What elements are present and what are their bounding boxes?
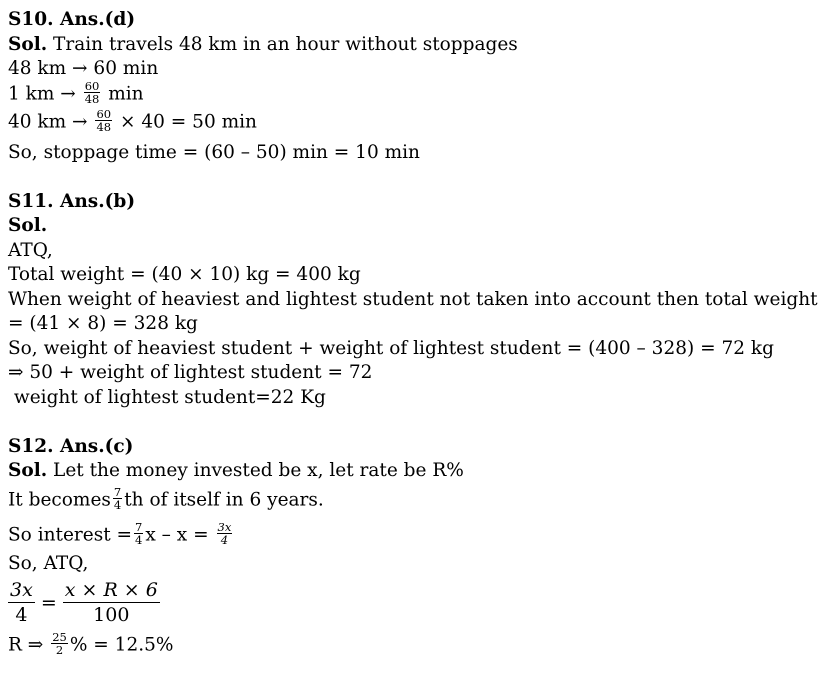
section-spacer [8, 410, 818, 435]
section-spacer [8, 165, 818, 190]
s12-sol-text: Let the money invested be x, let rate be R% [47, 460, 464, 481]
s11-line: = (41 × 8) = 328 kg [8, 313, 198, 334]
s10-line-4: So, stoppage time = (60 – 50) min = 10 min [8, 141, 420, 163]
s10-line2-suffix: min [108, 83, 144, 104]
fraction-60-48 [95, 108, 112, 133]
fraction-60-48 [84, 80, 101, 105]
sol-label: Sol. [8, 215, 48, 236]
solution-s11 [8, 190, 818, 411]
s10-line3-prefix: 40 km → [8, 111, 88, 132]
s10-sol-line [8, 33, 818, 58]
fraction-denominator: 48 [84, 91, 100, 106]
fraction-denominator: 48 [96, 119, 112, 134]
fraction-numerator: 7 [113, 484, 122, 499]
s11-line: weight of lightest student=22 Kg [8, 386, 326, 408]
s11-line: Total weight = (40 × 10) kg = 400 kg [8, 264, 361, 285]
s10-line-3 [8, 106, 818, 135]
s10-line-1: 48 km → 60 min [8, 58, 159, 79]
fraction-denominator: 4 [220, 532, 229, 547]
sol-label: Sol. [8, 33, 48, 55]
fraction-denominator: 4 [15, 604, 28, 626]
solution-s12 [8, 435, 818, 659]
fraction-numerator: 3x [217, 519, 232, 534]
s12-line2-prefix: So interest = [8, 524, 133, 545]
s12-line-3: So, ATQ, [8, 552, 89, 574]
fraction-numerator: 7 [135, 519, 143, 534]
fraction-7-4 [134, 521, 143, 546]
equation-rhs-fraction [63, 578, 160, 627]
fraction-7-4 [113, 486, 122, 511]
fraction-numerator: 60 [84, 78, 100, 93]
s12-line1-suffix: th of itself in 6 years. [124, 489, 324, 510]
s11-heading: S11. Ans.(b) [8, 190, 136, 212]
fraction-denominator: 2 [55, 643, 64, 657]
s12-heading: S12. Ans.(c) [8, 435, 134, 457]
equation-lhs-fraction [8, 578, 35, 627]
s10-line3-suffix: × 40 = 50 min [119, 111, 257, 132]
fraction-numerator: 25 [52, 630, 67, 644]
s12-line-2 [8, 519, 818, 548]
fraction-numerator: 60 [96, 106, 112, 121]
fraction-denominator: 4 [135, 532, 143, 547]
fraction-numerator: x × R × 6 [64, 579, 158, 601]
s10-sol-text: Train travels 48 km in an hour without stoppages [47, 33, 518, 55]
fraction-denominator: 100 [93, 604, 130, 626]
s10-line2-prefix: 1 km → [8, 83, 76, 104]
solutions-document [8, 8, 818, 658]
sol-label: Sol. [8, 460, 48, 481]
fraction-numerator: 3x [10, 579, 33, 601]
s12-line-1 [8, 484, 818, 513]
s12-line5-prefix: R ⇒ [8, 634, 44, 656]
s10-line-2 [8, 78, 818, 107]
s12-line2-mid: x – x = [145, 524, 209, 545]
equals-sign: = [40, 591, 57, 614]
fraction-25-2 [51, 631, 68, 656]
s10-heading: S10. Ans.(d) [8, 9, 136, 30]
fraction-3x-4 [217, 521, 233, 546]
solution-s10 [8, 8, 818, 165]
s12-sol-line [8, 459, 818, 484]
s12-line-5 [8, 630, 818, 658]
s12-equation [8, 576, 818, 629]
fraction-denominator: 4 [113, 497, 122, 512]
s12-line5-suffix: % = 12.5% [69, 634, 174, 656]
s11-line: ATQ, [8, 239, 53, 261]
s11-line: When weight of heaviest and lightest student not taken into account then total weight [8, 288, 818, 310]
s12-line1-prefix: It becomes [8, 489, 111, 510]
s11-line: So, weight of heaviest student + weight of lightest student = (400 – 328) = 72 kg [8, 337, 774, 359]
s11-line: ⇒ 50 + weight of lightest student = 72 [8, 362, 373, 383]
